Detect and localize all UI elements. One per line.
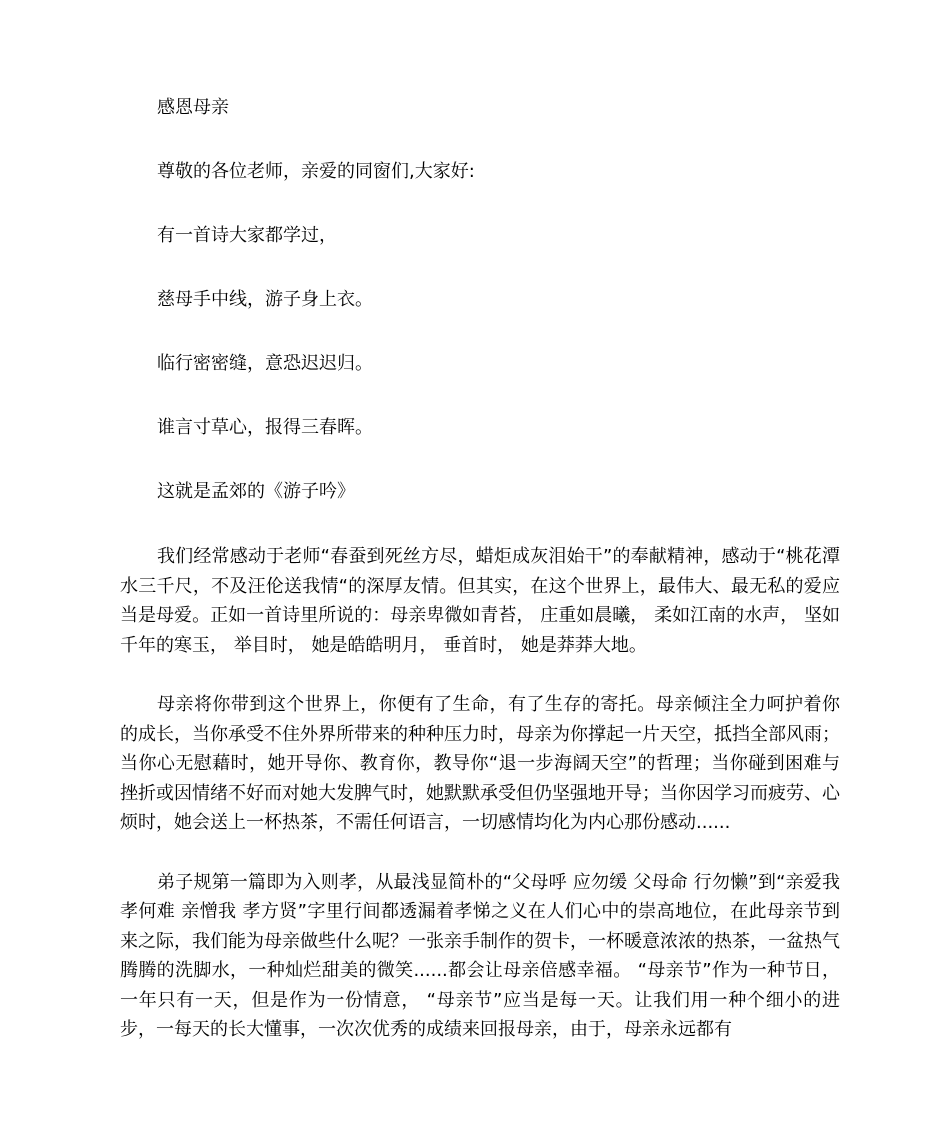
poem-line: 慈母手中线，游子身上衣。	[157, 289, 373, 310]
body-paragraph: 弟子规第一篇即为入则孝，从最浅显简朴的“父母呼 应勿缓 父母命 行勿懒”到“亲爱我 孝何难 亲憎我 孝方贤”字里行间都透漏着孝悌之义在人们心中的崇高地位，在此母亲节到来之际，我们能为母亲做些什么呢？一张亲手制作的贺卡，一杯暖意浓浓的热茶，一盆热气腾腾的洗脚水，一种灿烂甜美的微笑......都会让母亲倍感幸福。 “母亲节”作为一种节日，一年只有一天，但是作为一份情意， “母亲节”应当是每一天。让我们用一种个细小的进步，一每天的长大懂事，一次次优秀的成绩来回报母亲，由于，母亲永远都有	[120, 871, 840, 1040]
poem-attribution: 这就是孟郊的《游子吟》	[157, 481, 355, 502]
poem-line: 临行密密缝，意恐迟迟归。	[157, 353, 373, 374]
body-paragraph: 我们经常感动于老师“春蚕到死丝方尽，蜡炬成灰泪始干”的奉献精神，感动于“桃花潭水三千尺，不及汪伦送我情“的深厚友情。但其实，在这个世界上，最伟大、最无私的爱应当是母爱。正如一首诗里所说的：母亲卑微如青苔， 庄重如晨曦， 柔如江南的水声， 坚如千年的寒玉， 举目时， 她是皓皓明月， 垂首时， 她是莽莽大地。	[120, 546, 840, 656]
document-title: 感恩母亲	[157, 97, 229, 118]
document-body	[120, 94, 840, 1075]
poem-line: 有一首诗大家都学过，	[157, 225, 337, 246]
poem-line: 谁言寸草心，报得三春晖。	[157, 417, 373, 438]
body-paragraph: 母亲将你带到这个世界上，你便有了生命，有了生存的寄托。母亲倾注全力呵护着你的成长，当你承受不住外界所带来的种种压力时，母亲为你撑起一片天空，抵挡全部风雨；当你心无慰藉时，她开导你、教育你，教导你“退一步海阔天空”的哲理；当你碰到困难与挫折或因情绪不好而对她大发脾气时，她默默承受但仍坚强地开导；当你因学习而疲劳、心烦时，她会送上一杯热茶，不需任何语言，一切感情均化为内心那份感动......	[120, 694, 840, 833]
greeting-line: 尊敬的各位老师，亲爱的同窗们,大家好:	[157, 161, 475, 182]
